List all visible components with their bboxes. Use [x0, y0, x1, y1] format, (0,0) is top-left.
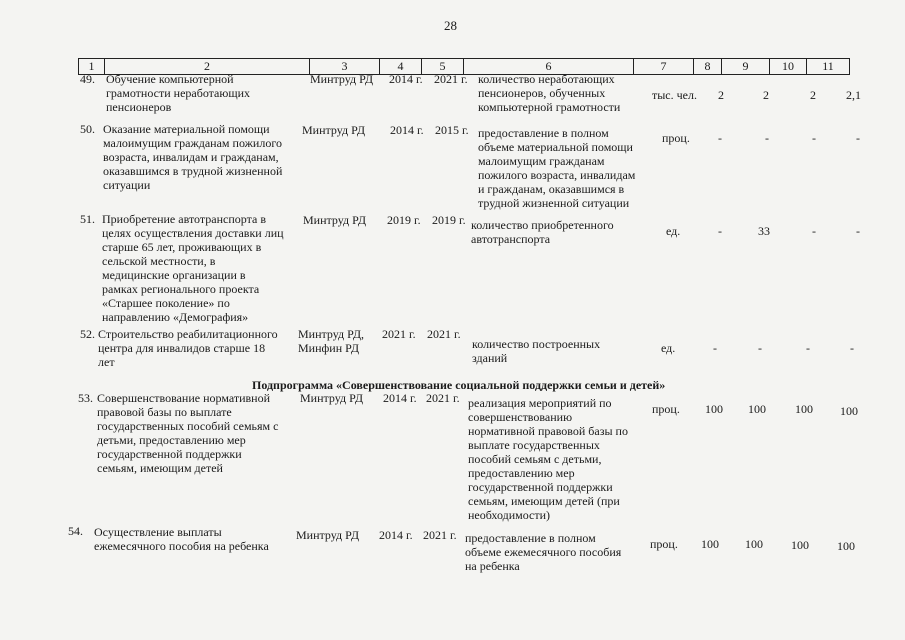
header-col-10: 10	[770, 59, 807, 75]
measure-name: Совершенствование нормативной правовой базы по выплате государственных пособий семьям с детьми, предоставлению мер государственной поддержки семьям, имеющим детей	[97, 391, 279, 475]
start-year: 2014 г.	[390, 123, 424, 137]
measure-name: Строительство реабилитационного центра для инвалидов старше 18 лет	[98, 327, 278, 369]
row-number: 53.	[78, 391, 93, 405]
header-col-1: 1	[79, 59, 105, 75]
value-col-9: -	[758, 341, 762, 355]
value-col-11: -	[856, 131, 860, 145]
value-col-11: -	[856, 224, 860, 238]
value-col-10: 100	[795, 402, 813, 416]
header-col-6: 6	[464, 59, 634, 75]
executor: Минтруд РД	[300, 391, 364, 405]
start-year: 2014 г.	[383, 391, 417, 405]
header-col-9: 9	[722, 59, 770, 75]
value-col-10: 2	[810, 88, 816, 102]
indicator: реализация мероприятий по совершенствованию нормативной правовой базы по выплате государственных пособий семьям с детьми, предоставлению мер государственной поддержки семьям, имеющим детей (при необходимости)	[468, 396, 628, 522]
measure-name: Приобретение автотранспорта в целях осуществления доставки лиц старше 65 лет, проживающих в сельской местности, в медицинские организации в рамках регионального проекта «Старшее поколение» по направлению «Демография»	[102, 212, 284, 324]
start-year: 2019 г.	[387, 213, 421, 227]
header-col-4: 4	[380, 59, 422, 75]
measure-name: Обучение компьютерной грамотности неработающих пенсионеров	[106, 72, 251, 114]
end-year: 2021 г.	[426, 391, 460, 405]
unit: тыс. чел.	[652, 88, 697, 102]
executor: Минтруд РД	[296, 528, 360, 542]
page-number: 28	[444, 18, 457, 33]
value-col-11: 100	[837, 539, 855, 553]
executor: Минтруд РД	[302, 123, 366, 137]
header-col-3: 3	[310, 59, 380, 75]
value-col-9: -	[765, 131, 769, 145]
unit: проц.	[652, 402, 680, 416]
header-col-7: 7	[634, 59, 694, 75]
indicator: количество неработающих пенсионеров, обученных компьютерной грамотности	[478, 72, 621, 114]
start-year: 2014 г.	[389, 72, 423, 86]
indicator: количество приобретенного автотранспорта	[471, 218, 614, 246]
row-number: 54.	[68, 524, 83, 538]
value-col-9: 33	[758, 224, 770, 238]
end-year: 2021 г.	[434, 72, 468, 86]
subprogram-title: Подпрограмма «Совершенствование социальной поддержки семьи и детей»	[252, 378, 666, 392]
end-year: 2019 г.	[432, 213, 466, 227]
header-col-11: 11	[807, 59, 850, 75]
unit: проц.	[662, 131, 690, 145]
measure-name: Осуществление выплаты ежемесячного пособия на ребенка	[94, 525, 269, 553]
value-col-9: 100	[745, 537, 763, 551]
indicator: предоставление в полном объеме материальной помощи малоимущим гражданам пожилого возраста, инвалидам и гражданам, оказавшимся в трудной жизненной ситуации	[478, 126, 636, 210]
measure-name: Оказание материальной помощи малоимущим гражданам пожилого возраста, инвалидам и гражданам, оказавшимся в трудной жизненной ситуации	[103, 122, 283, 192]
value-col-9: 100	[748, 402, 766, 416]
executor: Минтруд РД	[303, 213, 367, 227]
row-number: 49.	[80, 72, 95, 86]
value-col-10: -	[806, 341, 810, 355]
unit: ед.	[661, 341, 676, 355]
value-col-8: -	[718, 224, 722, 238]
value-col-8: 100	[701, 537, 719, 551]
value-col-11: -	[850, 341, 854, 355]
value-col-10: -	[812, 131, 816, 145]
row-number: 50.	[80, 122, 95, 136]
value-col-11: 100	[840, 404, 858, 418]
value-col-10: -	[812, 224, 816, 238]
start-year: 2021 г.	[382, 327, 416, 341]
header-col-8: 8	[694, 59, 722, 75]
value-col-8: 2	[718, 88, 724, 102]
value-col-8: -	[713, 341, 717, 355]
header-col-2: 2	[105, 59, 310, 75]
value-col-10: 100	[791, 538, 809, 552]
row-number: 52.	[80, 327, 95, 341]
value-col-9: 2	[763, 88, 769, 102]
end-year: 2021 г.	[427, 327, 461, 341]
header-col-5: 5	[422, 59, 464, 75]
executor: Минтруд РД, Минфин РД	[298, 327, 365, 355]
value-col-8: -	[718, 131, 722, 145]
value-col-8: 100	[705, 402, 723, 416]
end-year: 2015 г.	[435, 123, 469, 137]
unit: проц.	[650, 537, 678, 551]
row-number: 51.	[80, 212, 95, 226]
indicator: количество построенных зданий	[472, 337, 601, 365]
end-year: 2021 г.	[423, 528, 457, 542]
indicator: предоставление в полном объеме ежемесячного пособия на ребенка	[465, 531, 622, 573]
executor: Минтруд РД	[310, 72, 374, 86]
start-year: 2014 г.	[379, 528, 413, 542]
value-col-11: 2,1	[846, 88, 861, 102]
unit: ед.	[666, 224, 681, 238]
